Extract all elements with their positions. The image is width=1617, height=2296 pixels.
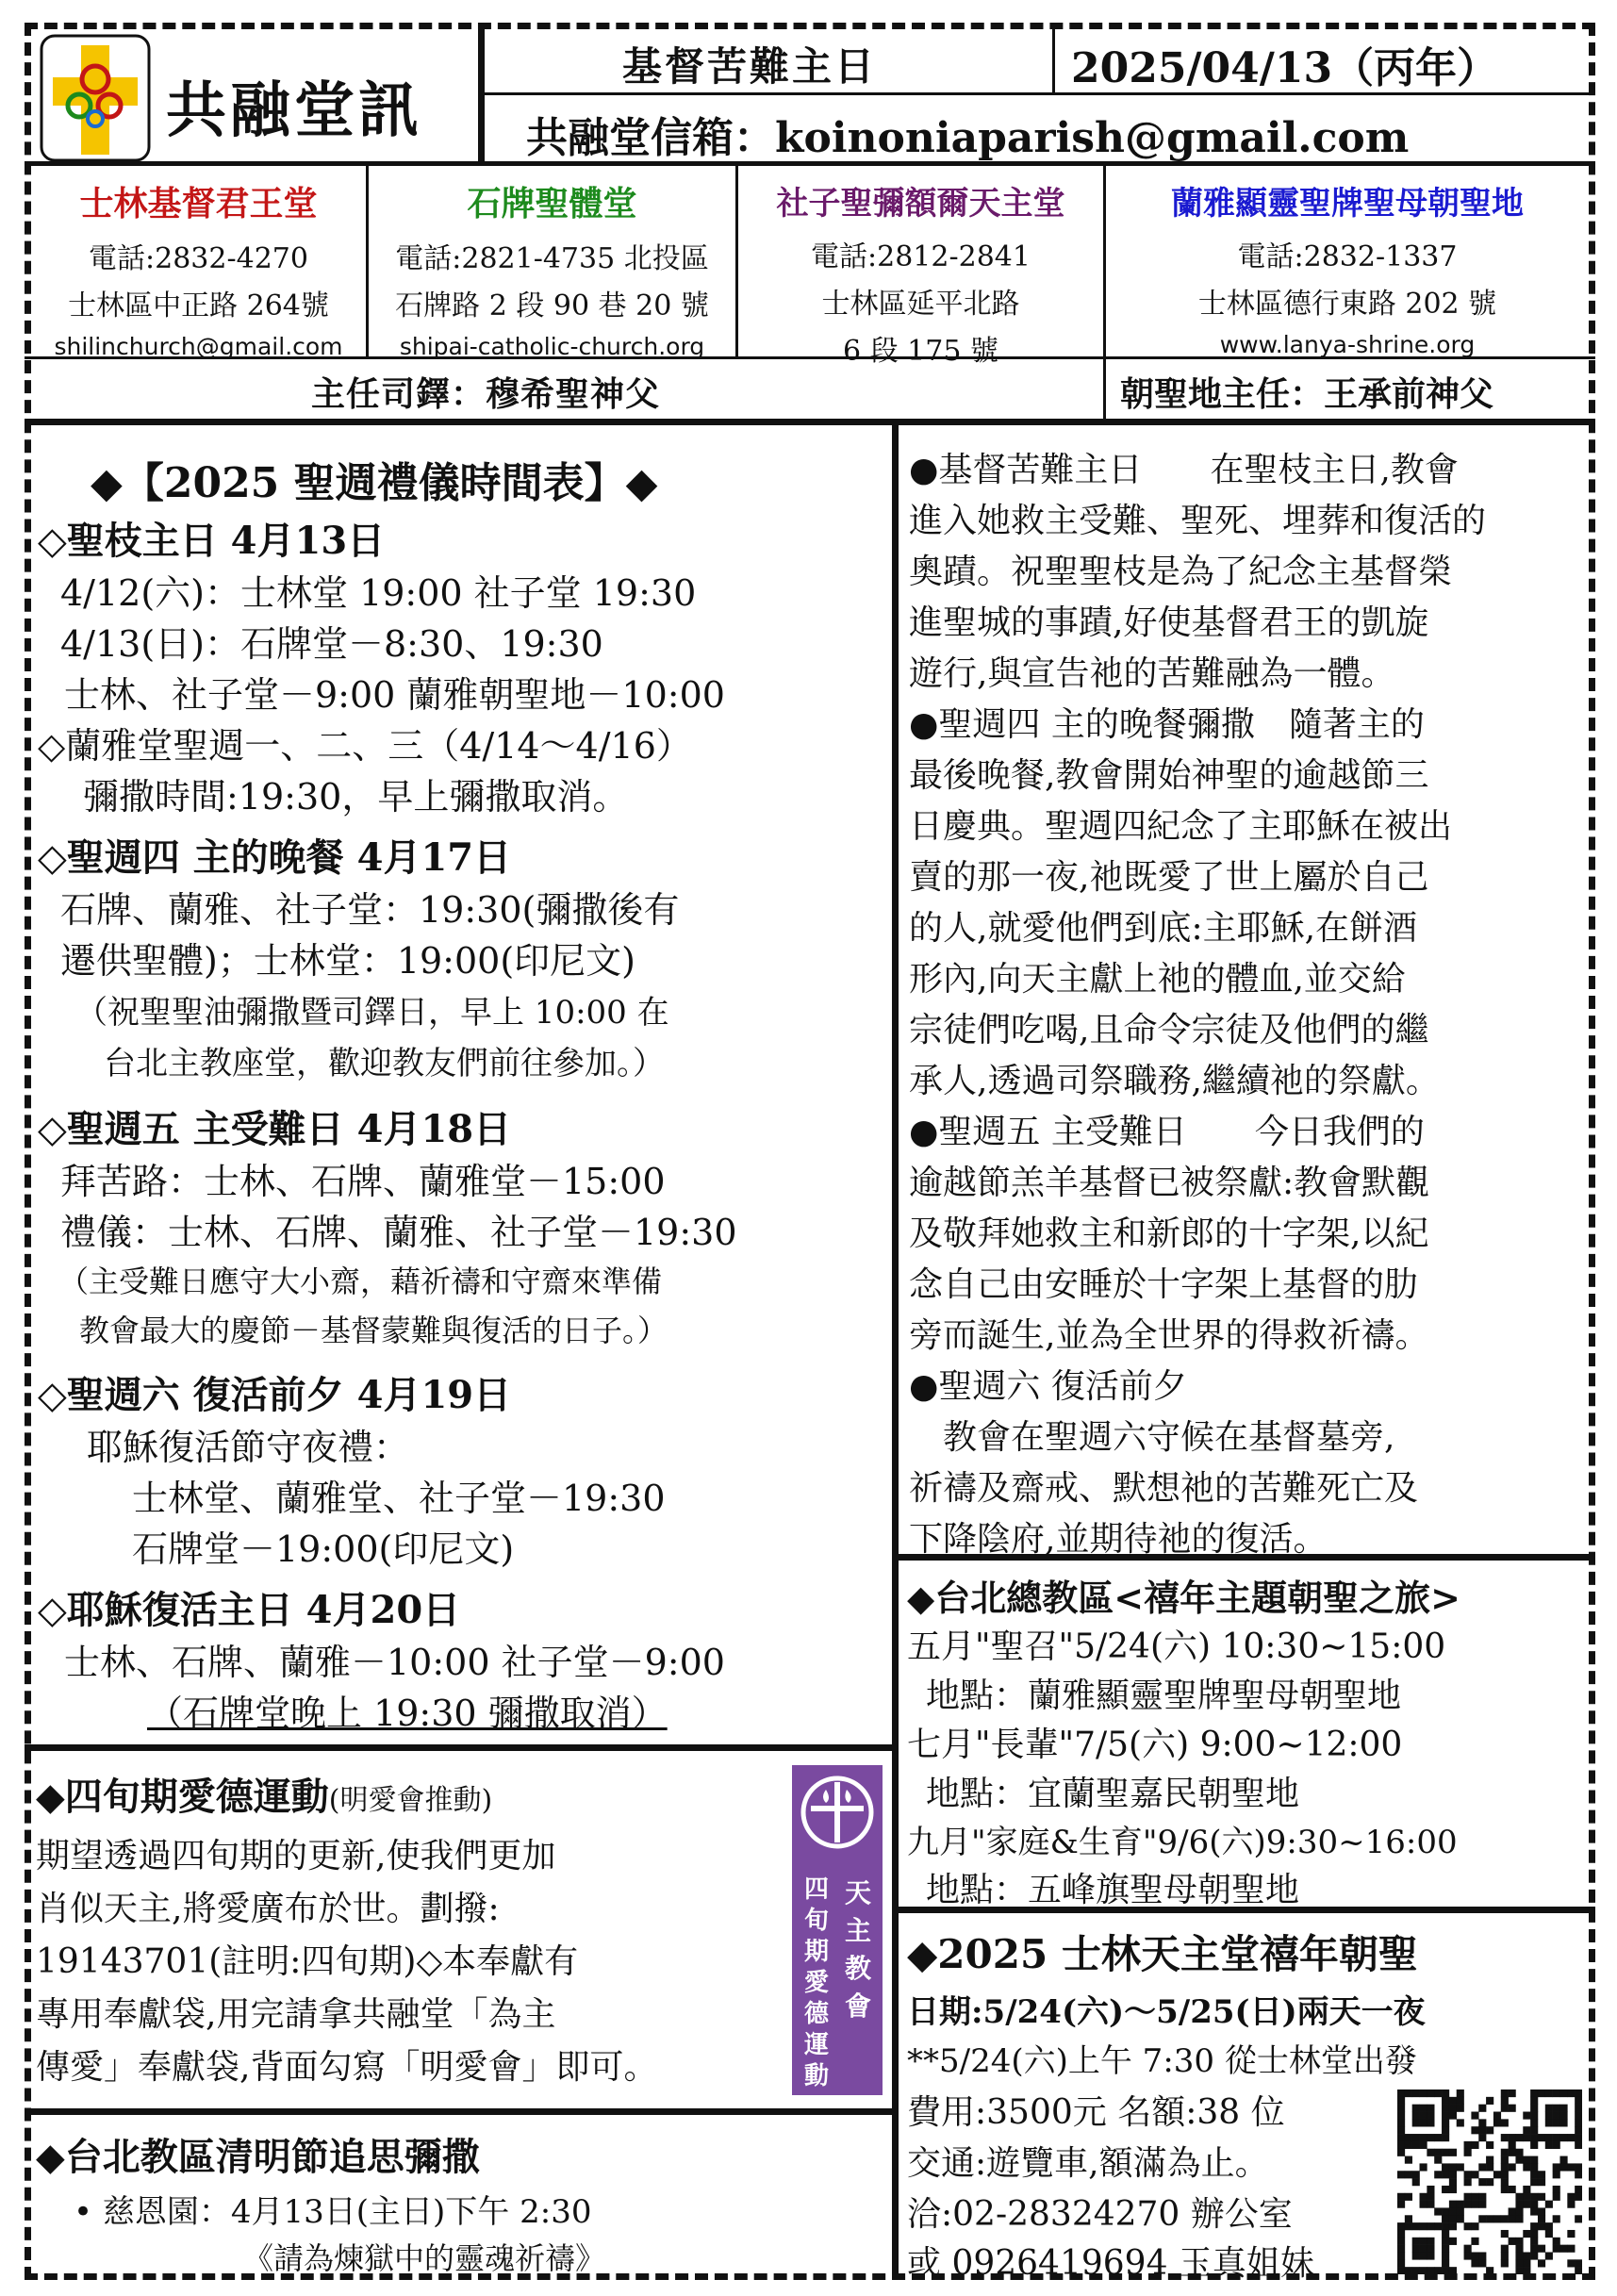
parish-address: 士林區延平北路 (821, 288, 1020, 321)
explain-line: ●聖週五 主受難日 今日我們的 (909, 1113, 1425, 1151)
explain-line: 及敬拜她救主和新郎的十字架,以紀 (909, 1214, 1429, 1253)
schedule-line: 4/12(六)：士林堂 19:00 社子堂 19:30 (60, 572, 697, 614)
schedule-line: 遷供聖體)；士林堂：19:00(印尼文) (60, 940, 635, 982)
caritas-badge (792, 1765, 883, 2095)
holy-thursday-heading: ◇聖週四 主的晚餐 4月17日 (38, 835, 512, 880)
explain-line: 進聖城的事蹟,好使基督君王的凱旋 (909, 603, 1429, 642)
qingming-mass (36, 2120, 890, 2275)
explain-line: ●聖週四 主的晚餐彌撒 隨著主的 (909, 705, 1425, 744)
schedule-line: 石牌堂－19:00(印尼文) (132, 1528, 515, 1570)
schedule-note: （石牌堂晚上 19:30 彌撒取消） (147, 1693, 668, 1734)
taipei-jubilee (907, 1563, 1590, 1909)
explain-line: 遊行,與宣告祂的苦難融為一體。 (909, 654, 1395, 693)
parish-name: 蘭雅顯靈聖牌聖母朝聖地 (1171, 185, 1524, 223)
schedule-note: （主受難日應守大小齋，藉祈禱和守齋來準備 (58, 1264, 663, 1299)
explain-line: 的人,就愛他們到底:主耶穌,在餅酒 (909, 909, 1418, 948)
lent-charity (36, 1756, 890, 2105)
jubilee-info-line: 交通:遊覽車,額滿為止。 (907, 2144, 1269, 2183)
qingming-heading: ◆台北教區清明節追思彌撒 (36, 2135, 480, 2179)
parish-email: shilinchurch@gmail.com (54, 333, 343, 360)
lent-heading-sub: (明愛會推動) (328, 1784, 493, 1817)
good-friday-heading: ◇聖週五 主受難日 4月18日 (38, 1107, 512, 1151)
parish-phone: 電話:2821-4735 北投區 (395, 242, 709, 275)
parish-website[interactable]: shipai-catholic-church.org (399, 333, 705, 360)
schedule-note: 教會最大的慶節－基督蒙難與復活的日子。） (79, 1313, 668, 1348)
parish-address-2: 6 段 175 號 (843, 335, 998, 368)
mailbox-line: 共融堂信箱：koinoniaparish@gmail.com (526, 114, 1410, 162)
jubilee-info-line: 日期:5/24(六)～5/25(日)兩天一夜 (907, 1993, 1426, 2031)
parish-website[interactable]: www.lanya-shrine.org (1219, 331, 1476, 358)
parish-name: 石牌聖體堂 (467, 184, 637, 223)
schedule-line: 士林、石牌、蘭雅－10:00 社子堂－9:00 (64, 1642, 725, 1683)
palm-sunday-heading: ◇聖枝主日 4月13日 (38, 519, 386, 563)
parish-phone: 電話:2832-4270 (89, 242, 308, 275)
explain-line: 祈禱及齋戒、默想祂的苦難死亡及 (909, 1469, 1419, 1508)
sunday-title: 基督苦難主日 (622, 43, 878, 90)
qingming-item (74, 2186, 591, 2232)
masthead-title: 共融堂訊 (166, 75, 422, 146)
registration-qr-code[interactable] (1397, 2090, 1582, 2274)
schedule-line: 士林堂、蘭雅堂、社子堂－19:30 (132, 1478, 666, 1519)
schedule-line: 彌撒時間:19:30，早上彌撒取消。 (83, 776, 629, 818)
schedule-line: 石牌、蘭雅、社子堂：19:30(彌撒後有 (60, 889, 680, 931)
jubilee-line: 地點：五峰旗聖母朝聖地 (926, 1871, 1300, 1909)
parish-shezi (738, 172, 1103, 368)
jubilee-info-line: **5/24(六)上午 7:30 從士林堂出發 (907, 2042, 1417, 2080)
parish-address: 士林區中正路 264號 (68, 289, 329, 322)
parish-lanya (1106, 172, 1589, 358)
lent-line: 肖似天主,將愛廣布於世。劃撥: (36, 1890, 500, 1928)
explain-line: 念自己由安睡於十字架上基督的肋 (909, 1265, 1419, 1304)
explain-line: ●基督苦難主日 在聖枝主日,教會 (909, 451, 1459, 489)
explain-line: 教會在聖週六守候在基督墓旁, (909, 1418, 1395, 1457)
jubilee-info-line: 費用:3500元 名額:38 位 (907, 2093, 1285, 2132)
parish-address: 士林區德行東路 202 號 (1197, 288, 1497, 321)
explain-line: 下降陰府,並期待祂的復活。 (909, 1520, 1328, 1559)
qingming-item-text: 慈恩園：4月13日(主日)下午 2:30 (102, 2193, 592, 2231)
bullet-icon: • (74, 2193, 103, 2231)
caritas-label-2: 四旬期愛德運動 (803, 1875, 829, 2090)
parish-phone: 電話:2832-1337 (1237, 240, 1458, 273)
shilin-jubilee-heading: ◆2025 士林天主堂禧年朝聖 (907, 1931, 1418, 1977)
jubilee-info-line: 或 0926419694 玉真姐妹 (907, 2244, 1314, 2283)
schedule-line: 4/13(日)：石牌堂－8:30、19:30 (60, 623, 603, 665)
explain-line: 旁而誕生,並為全世界的得救祈禱。 (909, 1316, 1429, 1355)
parish-shipai (369, 172, 735, 360)
explain-line: ●聖週六 復活前夕 (909, 1367, 1187, 1406)
jubilee-line: 地點：宜蘭聖嘉民朝聖地 (926, 1775, 1300, 1813)
pastor: 主任司鐸：穆希聖神父 (311, 374, 661, 414)
logo (38, 32, 153, 164)
explain-line: 進入她救主受難、聖死、埋葬和復活的 (909, 502, 1487, 540)
schedule-note: 台北主教座堂，歡迎教友們前往參加。） (104, 1045, 665, 1082)
schedule-line: 拜苦路：士林、石牌、蘭雅堂－15:00 (60, 1161, 666, 1202)
holyweek-schedule (38, 432, 886, 1743)
parish-address: 石牌路 2 段 90 巷 20 號 (395, 289, 709, 322)
issue-date: 2025/04/13（丙年） (1071, 44, 1499, 92)
explain-line: 最後晚餐,教會開始神聖的逾越節三 (909, 756, 1429, 795)
explain-line: 奧蹟。祝聖聖枝是為了紀念主基督榮 (909, 553, 1453, 591)
easter-heading: ◇耶穌復活主日 4月20日 (38, 1588, 461, 1632)
shilin-jubilee (907, 1916, 1590, 2283)
explain-line: 宗徒們吃喝,且命令宗徒及他們的繼 (909, 1011, 1429, 1049)
explain-line: 日慶典。聖週四紀念了主耶穌在被出 (909, 807, 1453, 846)
explain-line: 形內,向天主獻上祂的體血,並交給 (909, 960, 1406, 999)
schedule-line: 禮儀：士林、石牌、蘭雅、社子堂－19:30 (60, 1212, 737, 1253)
lent-line: 專用奉獻袋,用完請拿共融堂「為主 (36, 1995, 556, 2034)
holy-saturday-heading: ◇聖週六 復活前夕 4月19日 (38, 1373, 512, 1417)
caritas-flame-icon (792, 1765, 883, 1869)
schedule-line: 耶穌復活節守夜禮： (87, 1427, 410, 1468)
jubilee-info-line: 洽:02-28324270 辦公室 (907, 2195, 1293, 2234)
schedule-line: ◇蘭雅堂聖週一、二、三（4/14～4/16） (38, 725, 692, 767)
jubilee-line: 地點：蘭雅顯靈聖牌聖母朝聖地 (926, 1677, 1402, 1715)
jubilee-line: 七月"長輩"7/5(六) 9:00~12:00 (907, 1726, 1403, 1764)
schedule-line: 士林、社子堂－9:00 蘭雅朝聖地－10:00 (64, 674, 725, 716)
explain-line: 承人,透過司祭職務,繼續祂的祭獻。 (909, 1062, 1440, 1100)
parish-name: 士林基督君王堂 (79, 184, 318, 223)
lent-heading (36, 1767, 492, 1821)
liturgy-explanation (909, 436, 1588, 1559)
lent-heading-text: ◆四旬期愛德運動 (36, 1775, 329, 1819)
explain-line: 賣的那一夜,祂既愛了世上屬於自己 (909, 858, 1429, 897)
jubilee-line: 九月"家庭&生育"9/6(六)9:30~16:00 (907, 1824, 1458, 1861)
parish-phone: 電話:2812-2841 (811, 240, 1031, 273)
jubilee-line: 五月"聖召"5/24(六) 10:30~15:00 (907, 1627, 1446, 1666)
parish-name: 社子聖彌額爾天主堂 (776, 185, 1065, 223)
caritas-label-1: 天主教會 (844, 1877, 871, 2022)
lent-line: 期望透過四旬期的更新,使我們更加 (36, 1837, 556, 1875)
lent-line: 傳愛」奉獻袋,背面勾寫「明愛會」即可。 (36, 2048, 658, 2087)
holyweek-heading: ◆【2025 聖週禮儀時間表】◆ (91, 459, 658, 507)
shrine-director: 朝聖地主任：王承前神父 (1120, 374, 1494, 414)
parish-shilin (31, 172, 366, 360)
lent-line: 19143701(註明:四旬期)◇本奉獻有 (36, 1942, 579, 1981)
explain-line: 逾越節羔羊基督已被祭獻:教會默觀 (909, 1164, 1430, 1202)
schedule-note: （祝聖聖油彌撒暨司鐸日，早上 10:00 在 (75, 994, 669, 1032)
qingming-note: 《請為煉獄中的靈魂祈禱》 (243, 2240, 606, 2276)
taipei-jubilee-heading: ◆台北總教區<禧年主題朝聖之旅> (907, 1577, 1460, 1619)
